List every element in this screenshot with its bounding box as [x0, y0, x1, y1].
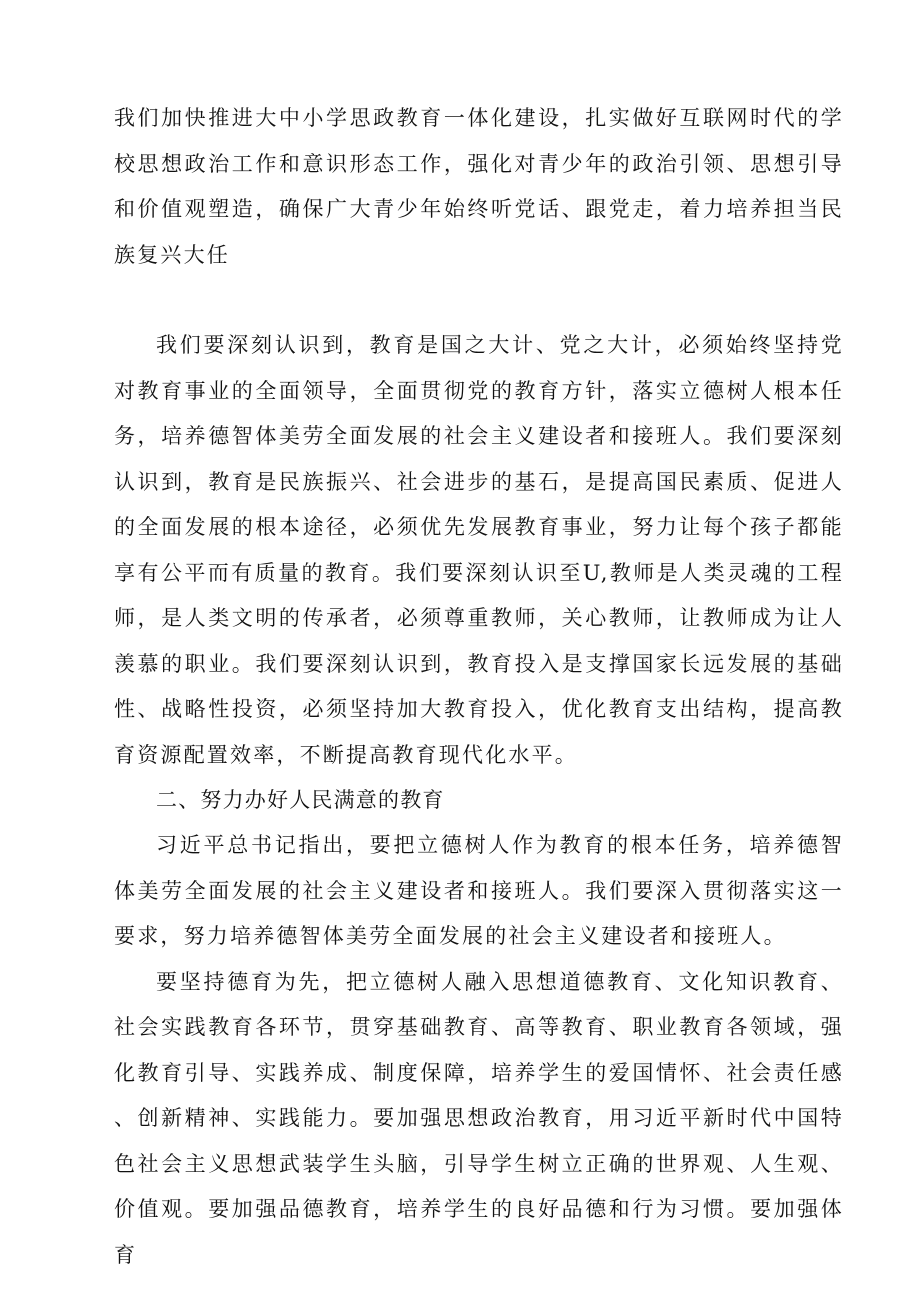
document-body: [114, 96, 844, 1278]
paragraph-gap: [114, 278, 844, 323]
paragraph-deep-understanding: 我们要深刻认识到，教育是国之大计、党之大计，必须始终坚持党对教育事业的全面领导，全面贯彻党的教育方针，落实立德树人根本任务，培养德智体美劳全面发展的社会主义建设者和接班人。我们要深刻认识到，教育是民族振兴、社会进步的基石，是提高国民素质、促进人的全面发展的根本途径，必须优先发展教育事业，努力让每个孩子都能享有公平而有质量的教育。我们要深刻认识至U,教师是人类灵魂的工程师，是人类文明的传承者，必须尊重教师，关心教师，让教师成为让人羡慕的职业。我们要深刻认识到，教育投入是支撑国家长远发展的基础性、战略性投资，必须坚持加大教育投入，优化教育支出结构，提高教育资源配置效率，不断提高教育现代化水平。: [114, 333, 844, 767]
paragraph-ideology-education: 我们加快推进大中小学思政教育一体化建设，扎实做好互联网时代的学校思想政治工作和意识形态工作，强化对青少年的政治引领、思想引导和价值观塑造，确保广大青少年始终听党话、跟党走，着力培养担当民族复兴大任: [114, 106, 844, 267]
section-heading-2: 二、努力办好人民满意的教育: [156, 788, 445, 812]
paragraph-xi-instruction: 习近平总书记指出，要把立德树人作为教育的根本任务，培养德智体美劳全面发展的社会主义建设者和接班人。我们要深入贯彻落实这一要求，努力培养德智体美劳全面发展的社会主义建设者和接班人。: [114, 833, 844, 948]
paragraph-moral-education: 要坚持德育为先，把立德树人融入思想道德教育、文化知识教育、社会实践教育各环节，贯穿基础教育、高等教育、职业教育各领域，强化教育引导、实践养成、制度保障，培养学生的爱国情怀、社会责任感、创新精神、实践能力。要加强思想政治教育，用习近平新时代中国特色社会主义思想武装学生头脑，引导学生树立正确的世界观、人生观、价值观。要加强品德教育，培养学生的良好品德和行为习惯。要加强体育: [114, 969, 844, 1267]
